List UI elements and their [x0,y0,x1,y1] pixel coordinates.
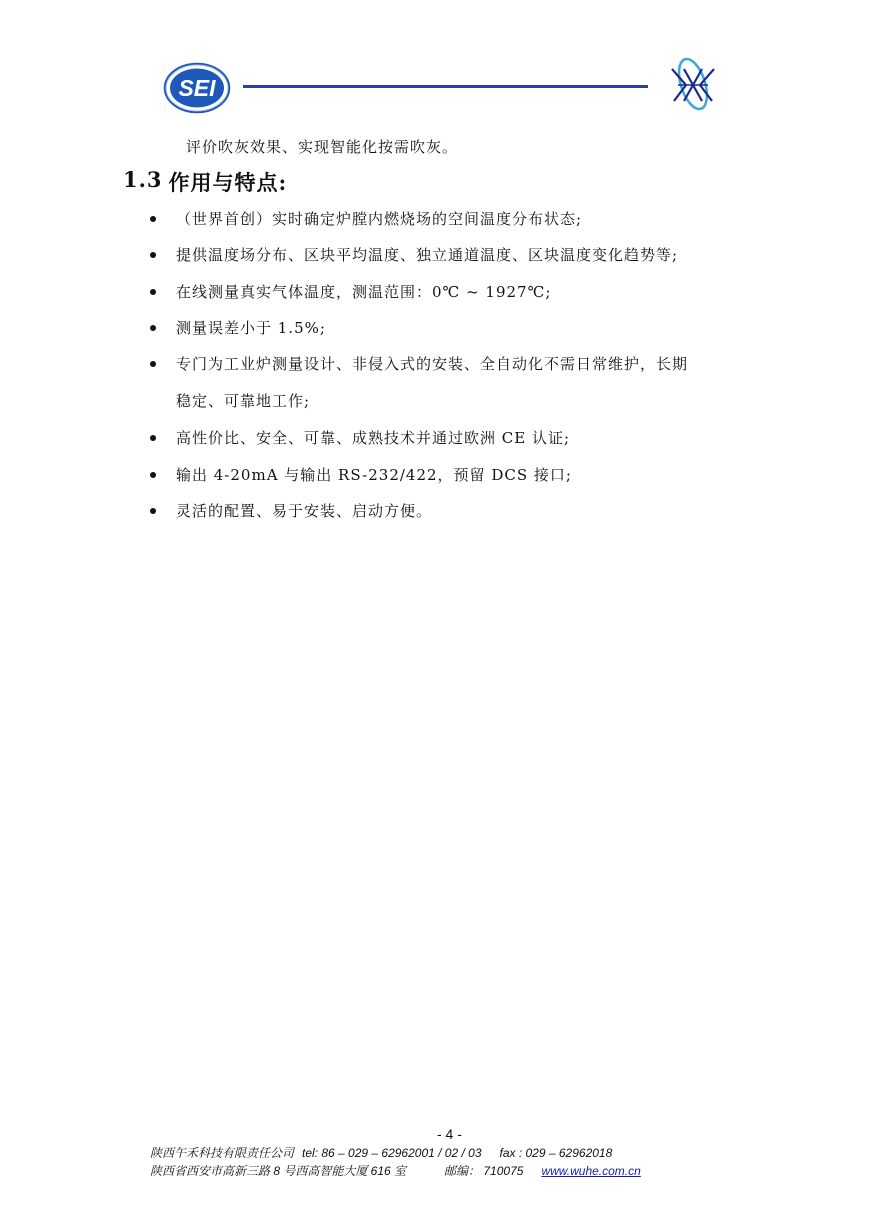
list-item-text: 测量误差小于 1.5%; [176,319,326,337]
page-header [0,0,869,130]
list-item [150,457,750,494]
logo-left-text: SEI [178,75,216,101]
list-item [150,310,750,347]
list-item-text: 提供温度场分布、区块平均温度、独立通道温度、区块温度变化趋势等; [176,246,679,264]
list-item [150,274,750,311]
bullet-icon [150,435,156,441]
list-item [150,493,750,530]
header-rule [243,85,648,88]
list-item [150,237,750,274]
emblem-logo-icon [664,55,722,113]
footer-address-line [150,1162,641,1179]
bullet-icon [150,508,156,514]
list-item-text: 灵活的配置、易于安装、启动方便。 [176,502,433,520]
footer-address: 陕西省西安市高新三路 8 号西高智能大厦 616 室 [150,1164,407,1178]
bullet-icon [150,289,156,295]
website-link[interactable]: www.wuhe.com.cn [541,1164,641,1178]
bullet-icon [150,216,156,222]
page-number: - 4 - [437,1126,462,1142]
bullet-icon [150,472,156,478]
list-item [150,420,750,457]
company-logo-icon [163,62,231,114]
list-item-text: （世界首创）实时确定炉膛内燃烧场的空间温度分布状态; [176,210,583,228]
list-item-text: 输出 4-20mA 与输出 RS-232/422，预留 DCS 接口; [176,466,572,484]
footer-company: 陕西午禾科技有限责任公司 [150,1146,295,1160]
bullet-icon [150,325,156,331]
list-item-text: 专门为工业炉测量设计、非侵入式的安装、全自动化不需日常维护，长期 [176,355,689,373]
section-number: 1.3 [123,167,163,192]
footer-fax: fax : 029 – 62962018 [499,1146,613,1160]
list-item [150,201,750,238]
bullet-icon [150,252,156,258]
section-heading [123,167,287,197]
list-item [150,346,750,420]
footer-tel: tel: 86 – 029 – 62962001 / 02 / 03 [302,1146,482,1160]
footer-postcode: 邮编： 710075 [444,1164,524,1178]
list-item-text-continued: 稳定、可靠地工作; [176,392,311,410]
bullet-icon [150,361,156,367]
footer-contact-line [150,1144,612,1161]
list-item-text: 高性价比、安全、可靠、成熟技术并通过欧洲 CE 认证; [176,429,571,447]
list-item-text: 在线测量真实气体温度，测温范围：0℃ ~ 1927℃; [176,283,552,301]
continuation-text: 评价吹灰效果、实现智能化按需吹灰。 [186,138,459,156]
section-title: 作用与特点: [168,170,288,195]
